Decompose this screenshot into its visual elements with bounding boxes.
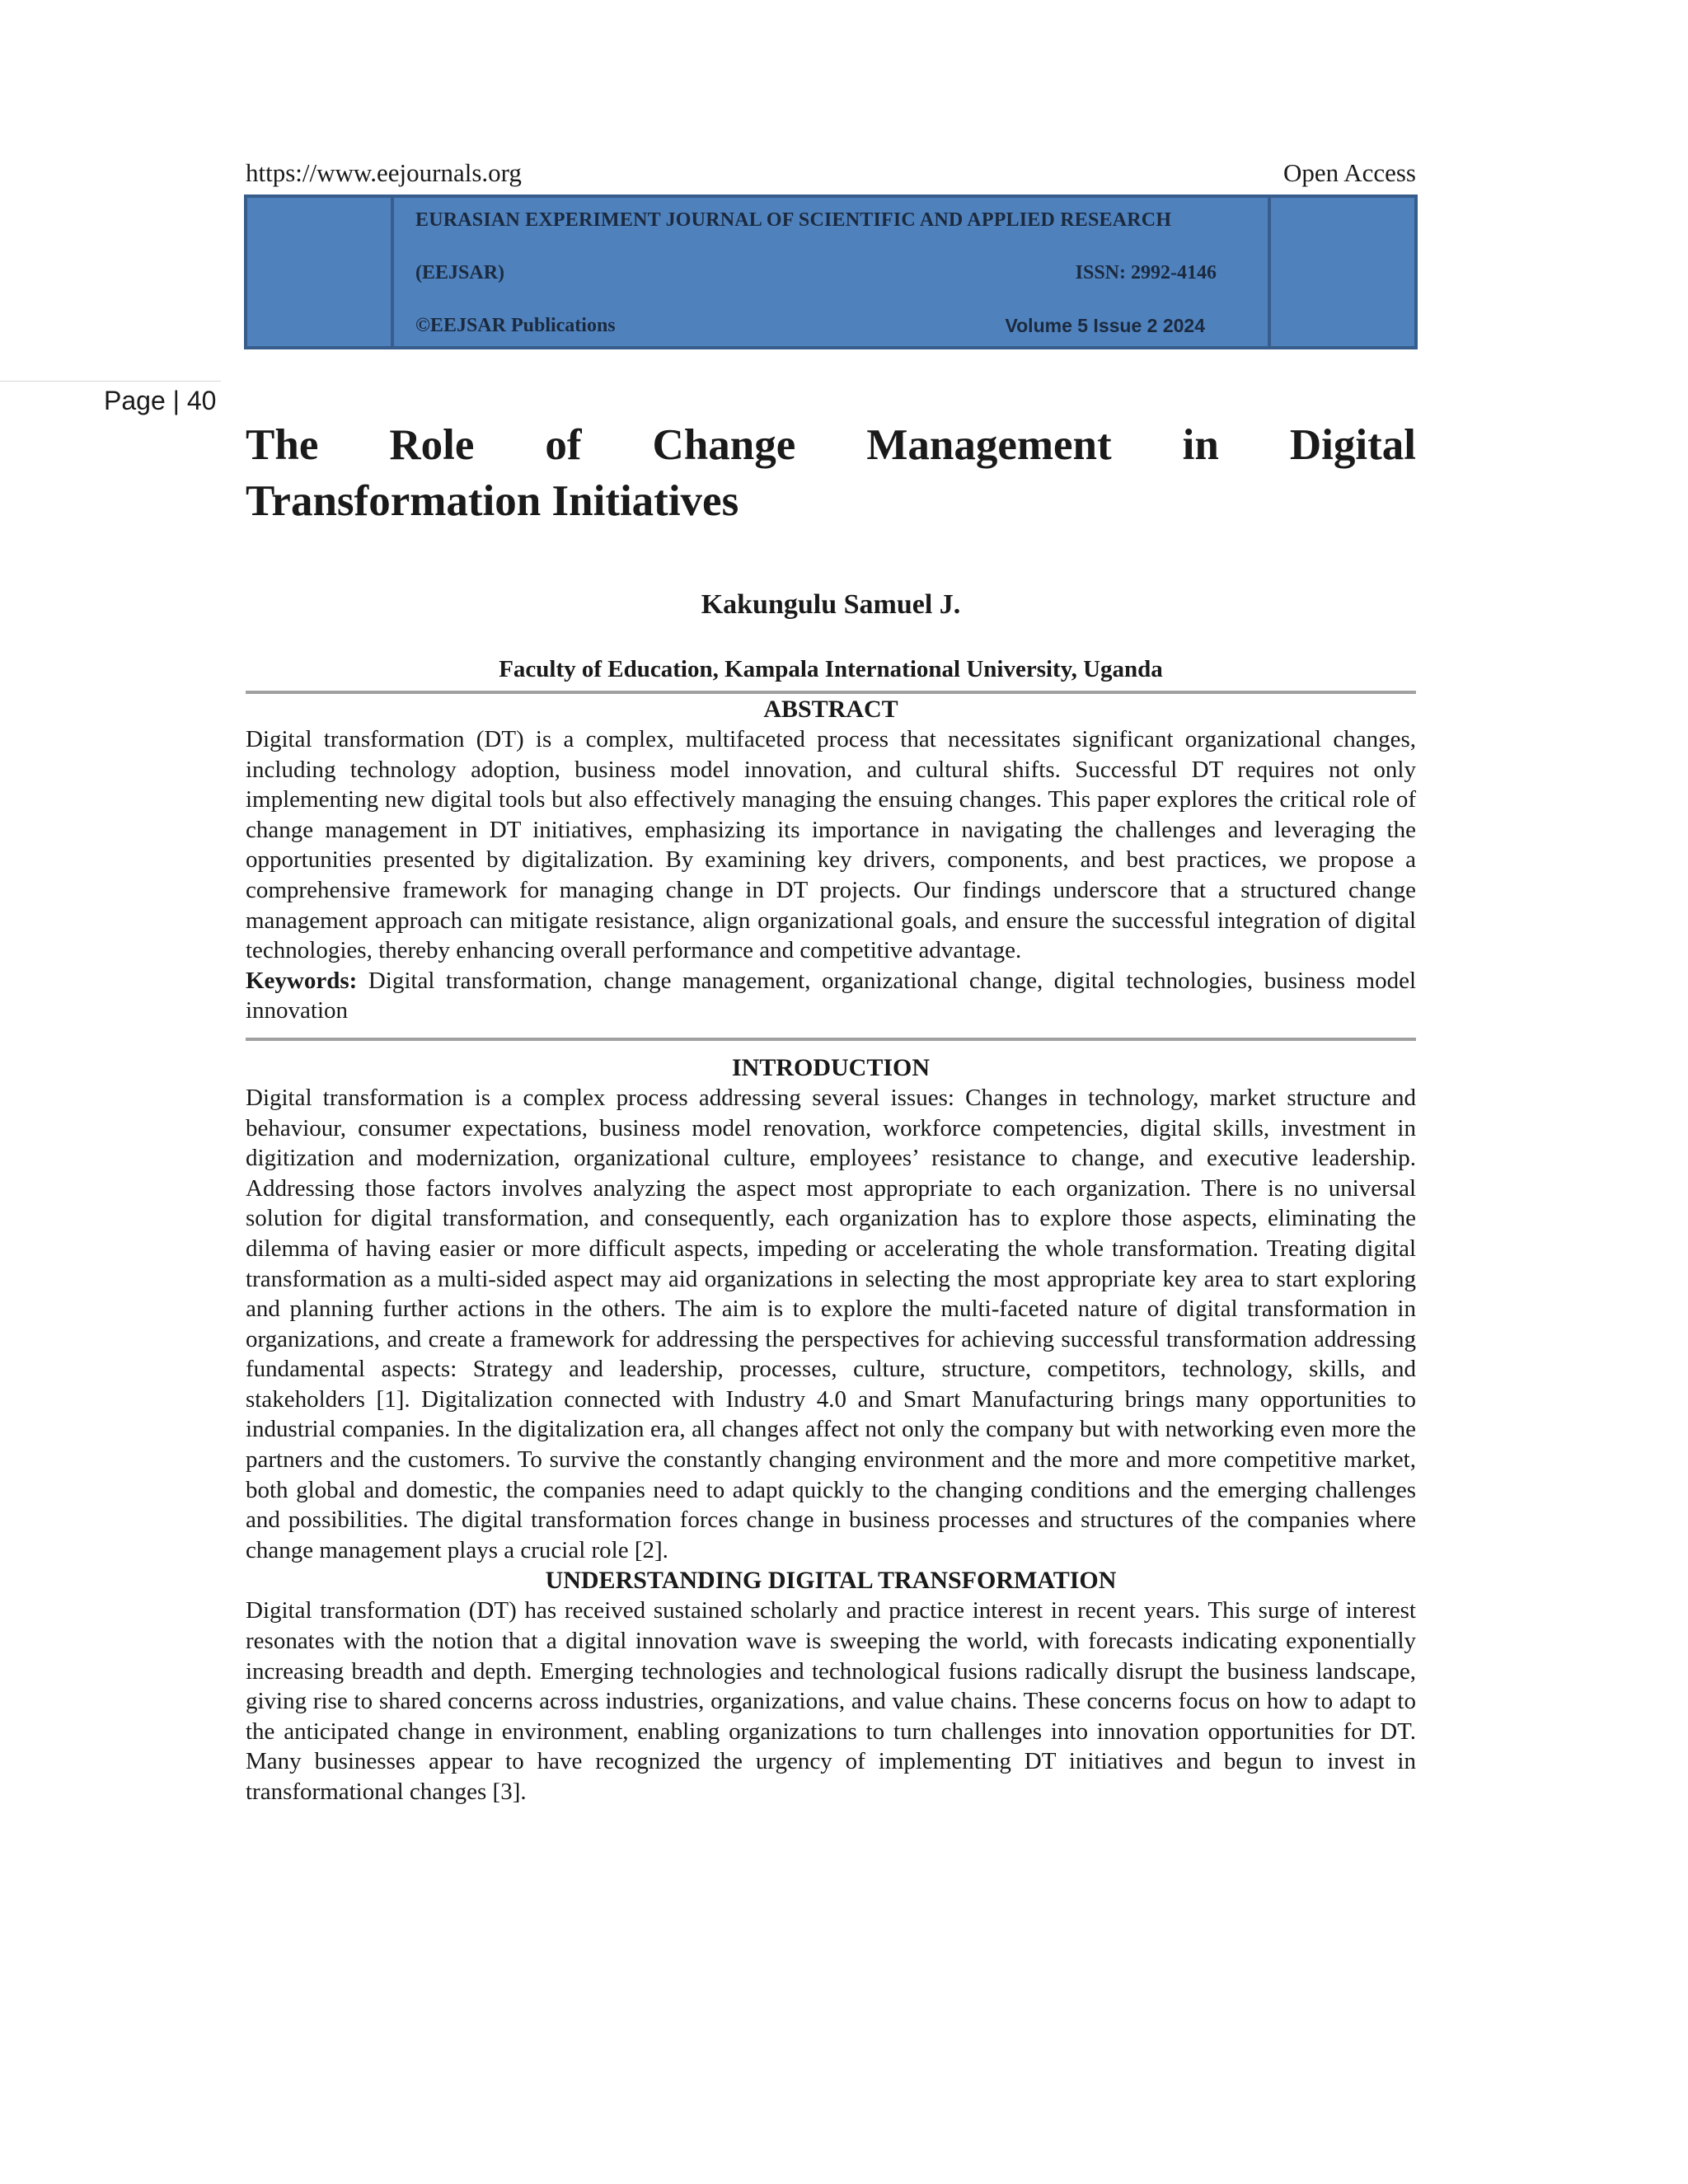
title-word: Change <box>652 421 796 469</box>
title-word: of <box>545 421 582 469</box>
author-affiliation: Faculty of Education, Kampala International University, Uganda <box>499 656 1163 682</box>
running-header <box>246 157 1416 190</box>
paper-title <box>246 417 1416 529</box>
banner-left-panel <box>247 198 394 346</box>
article-body <box>246 417 1416 1807</box>
title-word: in <box>1182 421 1219 469</box>
understanding-heading: UNDERSTANDING DIGITAL TRANSFORMATION <box>545 1567 1117 1595</box>
introduction-heading: INTRODUCTION <box>731 1053 931 1081</box>
journal-banner <box>244 194 1418 349</box>
author-name: Kakungulu Samuel J. <box>701 589 961 620</box>
banner-right-panel <box>1268 198 1414 346</box>
banner-row-publisher <box>415 315 1250 337</box>
banner-row-abbrev <box>415 262 1250 284</box>
volume-issue: Volume 5 Issue 2 2024 <box>1005 315 1205 336</box>
title-line-2: Transformation Initiatives <box>246 477 739 525</box>
abstract-heading: ABSTRACT <box>763 696 898 723</box>
journal-abbrev: (EEJSAR) <box>415 262 505 284</box>
title-line-1 <box>246 417 1416 473</box>
introduction-text: Digital transformation is a complex process addressing several issues: Changes in technology, market structure and behaviour, consumer expectations, business model renovation, workforce competencies, digital skills, investment in digitization and modernization, organizational culture, employees’ resistance to change, and executive leadership. Addressing those factors involves analyzing the aspect most appropriate to each organization. There is no universal solution for digital transformation, and consequently, each organization has to explore those aspects, eliminating the dilemma of having easier or more difficult aspects, impeding or accelerating the whole transformation. Treating digital transformation as a multi-sided aspect may aid organizations in selecting the most appropriate key area to start exploring and planning further actions in the others. The aim is to explore the multi-faceted nature of digital transformation in organizations, and create a framework for addressing the perspectives for achieving successful transformation addressing fundamental aspects: Strategy and leadership, processes, culture, structure, competitors, technology, skills, and stakeholders [1]. Digitalization connected with Industry 4.0 and Smart Manufacturing brings many opportunities to industrial companies. In the digitalization era, all changes affect not only the company but with networking even more the partners and the customers. To survive the constantly changing environment and the more and more competitive market, both global and domestic, the companies need to adapt quickly to the changing conditions and the emerging challenges and possibilities. The digital transformation forces change in business processes and structures of the companies where change management plays a crucial role [2]. <box>246 1084 1416 1563</box>
title-word: Role <box>389 421 475 469</box>
keywords <box>246 966 1416 1026</box>
journal-url[interactable]: https://www.eejournals.org <box>246 158 522 187</box>
abstract-text: Digital transformation (DT) is a complex, multifaceted process that necessitates significant organizational changes, including technology adoption, business model innovation, and cultural shifts. Successful DT requires not only implementing new digital tools but also effectively managing the ensuing changes. This paper explores the critical role of change management in DT initiatives, emphasizing its importance in navigating the challenges and leveraging the opportunities presented by digitalization. By examining key drivers, components, and best practices, we propose a comprehensive framework for managing change in DT projects. Our findings underscore that a structured change management approach can mitigate resistance, align organizational goals, and ensure the successful integration of digital technologies, thereby enhancing overall performance and competitive advantage. <box>246 726 1416 964</box>
section-divider <box>246 1038 1416 1041</box>
open-access-label: Open Access <box>1283 158 1416 187</box>
journal-issn: ISSN: 2992-4146 <box>1075 262 1217 284</box>
keywords-label: Keywords: <box>246 967 358 994</box>
journal-name: EURASIAN EXPERIMENT JOURNAL OF SCIENTIFIC AND APPLIED RESEARCH <box>415 209 1172 231</box>
understanding-text: Digital transformation (DT) has received sustained scholarly and practice interest in recent years. This surge of interest resonates with the notion that a digital innovation wave is sweeping the world, with forecasts indicating exponentially increasing breadth and depth. Emerging technologies and technological fusions radically disrupt the business landscape, giving rise to shared concerns across industries, organizations, and value chains. These concerns focus on how to adapt to the anticipated change in environment, enabling organizations to turn challenges into innovation opportunities for DT. Many businesses appear to have recognized the urgency of implementing DT initiatives and begun to invest in transformational changes [3]. <box>246 1597 1416 1805</box>
title-word: Digital <box>1289 421 1416 469</box>
publisher: ©EEJSAR Publications <box>415 315 616 336</box>
page-number-rule <box>0 381 221 382</box>
title-word: Management <box>866 421 1112 469</box>
title-word: The <box>246 421 319 469</box>
keywords-list: Digital transformation, change management, organizational change, digital technologies, business model innovation <box>246 967 1416 1024</box>
page-number: Page | 40 <box>104 386 217 415</box>
